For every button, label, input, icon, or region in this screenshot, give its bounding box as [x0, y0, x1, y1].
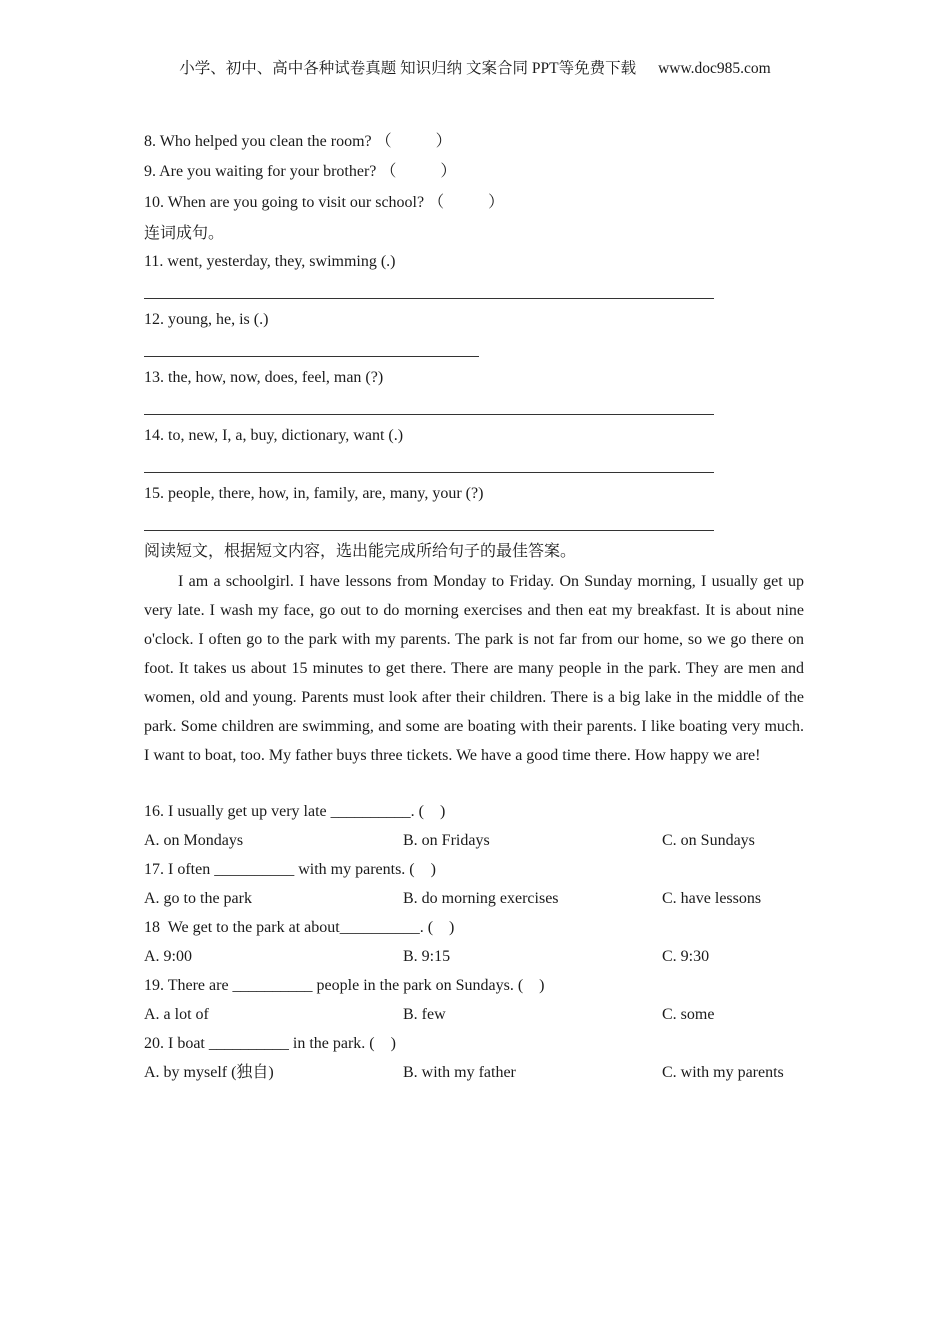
- option-20b[interactable]: B. with my father: [403, 1064, 516, 1081]
- header-site: www.doc985.com: [658, 60, 771, 77]
- answer-line-11[interactable]: [144, 298, 714, 299]
- question-17: 17. I often __________ with my parents. ( ): [144, 861, 436, 878]
- answer-line-12[interactable]: [144, 356, 479, 357]
- question-10: 10. When are you going to visit our school? （ ）: [144, 194, 505, 211]
- question-11: 11. went, yesterday, they, swimming (.): [144, 253, 396, 270]
- option-18b[interactable]: B. 9:15: [403, 948, 451, 965]
- option-17a[interactable]: A. go to the park: [144, 890, 252, 907]
- reading-passage: I am a schoolgirl. I have lessons from Monday to Friday. On Sunday morning, I usually get up very late. I wash my face, go out to do morning exercises and then eat my breakfast. It is about nine o'clock. I often go to the park with my parents. The park is not far from our home, so we go there on foot. It takes us about 15 minutes to get there. There are many people in the park. They are men and women, old and young. Parents must look after their children. There is a big lake in the middle of the park. Some children are swimming, and some are boating with their parents. I like boating very much. I want to boat, too. My father buys three tickets. We have a good time there. How happy we are!: [144, 573, 804, 764]
- option-17b[interactable]: B. do morning exercises: [403, 890, 559, 907]
- page-header: [0, 56, 950, 78]
- question-12: 12. young, he, is (.): [144, 311, 269, 328]
- option-16a[interactable]: A. on Mondays: [144, 832, 244, 849]
- option-16c[interactable]: C. on Sundays: [662, 832, 755, 849]
- option-17c[interactable]: C. have lessons: [662, 890, 762, 907]
- option-16b[interactable]: B. on Fridays: [403, 832, 490, 849]
- section-title-sentence-building: 连词成句。: [144, 225, 225, 242]
- option-19a[interactable]: A. a lot of: [144, 1006, 209, 1023]
- question-20: 20. I boat __________ in the park. ( ): [144, 1035, 396, 1052]
- question-18: 18 We get to the park at about__________. ( ): [144, 919, 455, 936]
- option-18c[interactable]: C. 9:30: [662, 948, 710, 965]
- question-13: 13. the, how, now, does, feel, man (?): [144, 369, 384, 386]
- answer-line-13[interactable]: [144, 414, 714, 415]
- question-16: 16. I usually get up very late __________. ( ): [144, 803, 446, 820]
- option-20c[interactable]: C. with my parents: [662, 1064, 784, 1081]
- option-20a[interactable]: A. by myself (独自): [144, 1064, 274, 1081]
- option-19c[interactable]: C. some: [662, 1006, 715, 1023]
- answer-line-15[interactable]: [144, 530, 714, 531]
- question-15: 15. people, there, how, in, family, are, many, your (?): [144, 485, 484, 502]
- header-text: 小学、初中、高中各种试卷真题 知识归纳 文案合同 PPT等免费下载: [179, 60, 637, 77]
- question-8: 8. Who helped you clean the room? （ ）: [144, 133, 452, 150]
- option-19b[interactable]: B. few: [403, 1006, 446, 1023]
- section-title-reading: 阅读短文，根据短文内容，选出能完成所给句子的最佳答案。: [144, 543, 577, 560]
- answer-line-14[interactable]: [144, 472, 714, 473]
- question-9: 9. Are you waiting for your brother? （ ）: [144, 163, 457, 180]
- question-19: 19. There are __________ people in the park on Sundays. ( ): [144, 977, 545, 994]
- question-14: 14. to, new, I, a, buy, dictionary, want (.): [144, 427, 404, 444]
- option-18a[interactable]: A. 9:00: [144, 948, 192, 965]
